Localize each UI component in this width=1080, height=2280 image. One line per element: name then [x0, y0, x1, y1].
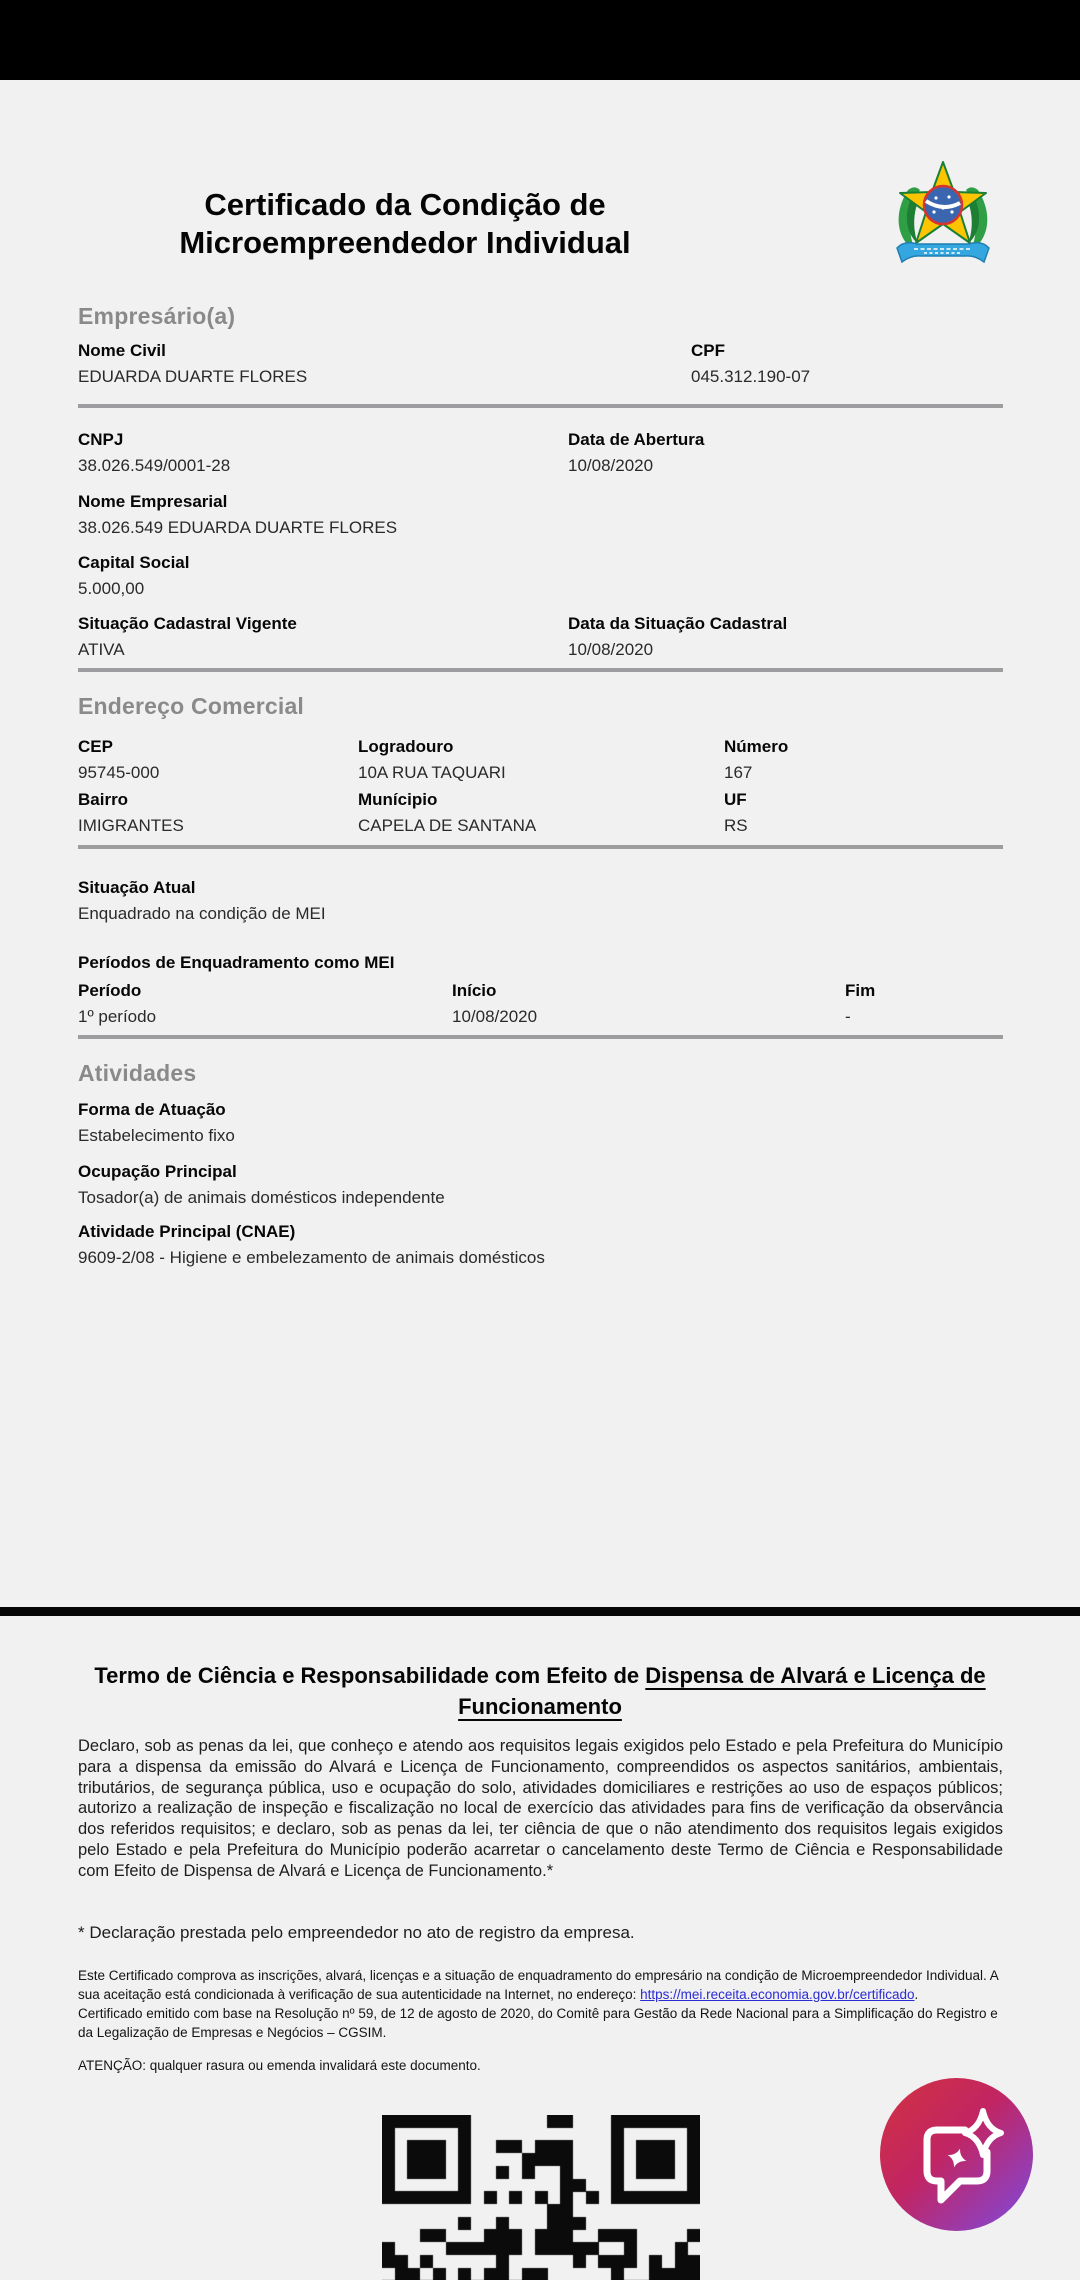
fine-print-resolution: Certificado emitido com base na Resolução nº 59, de 12 de agosto de 2020, do Comitê para Gestão da Rede Nacional para a Simplificação do Registro e da Legalização de Empresas e Negócios – CGSIM.	[78, 2006, 998, 2040]
termo-title-underlined-1: Dispensa de Alvará e Licença de	[645, 1663, 986, 1688]
field-value: 10A RUA TAQUARI	[358, 763, 506, 782]
section-divider	[78, 845, 1003, 849]
section-heading-atividades: Atividades	[78, 1060, 197, 1086]
field-label: Munícipio	[358, 790, 438, 809]
field-cnpj	[78, 430, 230, 476]
field-value: 167	[724, 763, 753, 782]
column-header: Período	[78, 981, 142, 1000]
field-label: Nome Empresarial	[78, 492, 228, 511]
termo-title-prefix: Termo de Ciência e Responsabilidade com Efeito de	[94, 1663, 646, 1688]
field-value: Tosador(a) de animais domésticos independente	[78, 1188, 445, 1207]
field-value: EDUARDA DUARTE FLORES	[78, 367, 308, 386]
field-value: 38.026.549/0001-28	[78, 456, 231, 475]
field-label: Ocupação Principal	[78, 1162, 237, 1181]
termo-title	[70, 1660, 1010, 1722]
page-title	[80, 186, 730, 262]
field-value: RS	[724, 816, 748, 835]
page-title-line1: Certificado da Condição de	[204, 187, 606, 222]
section-divider	[78, 668, 1003, 672]
field-data-abertura	[568, 430, 704, 476]
field-municipio	[358, 790, 536, 836]
field-ocupacao-principal	[78, 1162, 445, 1208]
field-value: 5.000,00	[78, 579, 145, 598]
periodos-col-fim	[845, 981, 875, 1027]
field-label: Atividade Principal (CNAE)	[78, 1222, 296, 1241]
fine-print	[78, 1966, 1006, 2075]
fine-print-text: .	[914, 1987, 919, 2002]
field-label: Data de Abertura	[568, 430, 705, 449]
brazil-coat-of-arms-icon	[886, 156, 1000, 277]
field-cep	[78, 737, 159, 783]
field-situacao-atual	[78, 878, 326, 924]
field-value: CAPELA DE SANTANA	[358, 816, 537, 835]
field-label: Capital Social	[78, 553, 190, 572]
field-uf	[724, 790, 748, 836]
field-label: Períodos de Enquadramento como MEI	[78, 953, 395, 972]
field-logradouro	[358, 737, 506, 783]
page-title-line2: Microempreendedor Individual	[179, 225, 631, 260]
field-label: Número	[724, 737, 789, 756]
field-label: Forma de Atuação	[78, 1100, 226, 1119]
chat-sparkle-icon	[880, 2078, 1033, 2231]
field-label: CPF	[691, 341, 725, 360]
qr-code	[382, 2115, 700, 2280]
section-heading-empresario: Empresário(a)	[78, 303, 236, 329]
field-label: Situação Atual	[78, 878, 196, 897]
termo-paragraph: Declaro, sob as penas da lei, que conheço e atendo aos requisitos legais exigidos pelo Estado e pela Prefeitura do Município para a dispensa da emissão do Alvará e Licença de Funcionamento, compreendidos os aspectos sanitários, ambientais, tributários, de segurança pública, uso e ocupação do solo, atividades domiciliares e restrições ao uso de espaços públicos; autorizo a realização de inspeção e fiscalização no local de exercício das atividades para fins de verificação da observância dos referidos requisitos; e declaro, sob as penas da lei, ter ciência de que o não atendimento dos requisitos legais exigidos pelo Estado e pela Prefeitura do Município poderão acarretar o cancelamento deste Termo de Ciência e Responsabilidade com Efeito de Dispensa de Alvará e Licença de Funcionamento.*	[78, 1737, 1003, 1880]
field-label: Nome Civil	[78, 341, 166, 360]
table-cell: 1º período	[78, 1007, 157, 1026]
certificate-verification-link[interactable]: https://mei.receita.economia.gov.br/certificado	[640, 1987, 915, 2002]
table-cell: 10/08/2020	[452, 1007, 538, 1026]
field-forma-atuacao	[78, 1100, 235, 1146]
periodos-col-periodo	[78, 981, 156, 1027]
section-divider	[78, 404, 1003, 408]
field-label: UF	[724, 790, 747, 809]
field-nome-empresarial	[78, 492, 397, 538]
fine-print-certificate	[78, 1966, 1006, 2004]
section-heading-endereco: Endereço Comercial	[78, 693, 305, 719]
field-bairro	[78, 790, 184, 836]
field-situacao-cadastral	[78, 614, 297, 660]
column-header: Início	[452, 981, 497, 1000]
field-label: Logradouro	[358, 737, 454, 756]
field-value: 045.312.190-07	[691, 367, 811, 386]
chat-fab-button[interactable]	[880, 2078, 1033, 2231]
field-cpf	[691, 341, 810, 387]
field-capital-social	[78, 553, 189, 599]
periodos-col-inicio	[452, 981, 537, 1027]
field-value: 38.026.549 EDUARDA DUARTE FLORES	[78, 518, 398, 537]
table-cell: -	[845, 1007, 851, 1026]
section-divider	[78, 1035, 1003, 1039]
field-label: CEP	[78, 737, 113, 756]
field-value: ATIVA	[78, 640, 125, 659]
periodos-heading	[78, 953, 394, 973]
field-value: IMIGRANTES	[78, 816, 184, 835]
field-value: 10/08/2020	[568, 640, 654, 659]
field-label: Data da Situação Cadastral	[568, 614, 788, 633]
status-bar	[0, 0, 1080, 80]
field-numero	[724, 737, 788, 783]
page-break-divider	[0, 1607, 1080, 1616]
field-data-situacao	[568, 614, 787, 660]
field-value: 9609-2/08 - Higiene e embelezamento de animais domésticos	[78, 1248, 545, 1267]
field-value: 95745-000	[78, 763, 160, 782]
termo-title-underlined-2: Funcionamento	[458, 1694, 622, 1719]
termo-footnote: * Declaração prestada pelo empreendedor no ato de registro da empresa.	[78, 1923, 635, 1942]
fine-print-text: Este Certificado comprova as inscrições, alvará, licenças e a situação de enquadramento do empresário na condição de Microempreendedor Individual. A sua aceitação está condicionada à verificação de sua autenticidade na Internet, no endereço:	[78, 1968, 999, 2002]
field-value: Enquadrado na condição de MEI	[78, 904, 326, 923]
attention-note: ATENÇÃO: qualquer rasura ou emenda invalidará este documento.	[78, 2058, 481, 2073]
field-cnae	[78, 1222, 545, 1268]
field-value: 10/08/2020	[568, 456, 654, 475]
field-label: Situação Cadastral Vigente	[78, 614, 297, 633]
field-nome-civil	[78, 341, 307, 387]
field-value: Estabelecimento fixo	[78, 1126, 235, 1145]
field-label: Bairro	[78, 790, 129, 809]
column-header: Fim	[845, 981, 876, 1000]
field-label: CNPJ	[78, 430, 124, 449]
